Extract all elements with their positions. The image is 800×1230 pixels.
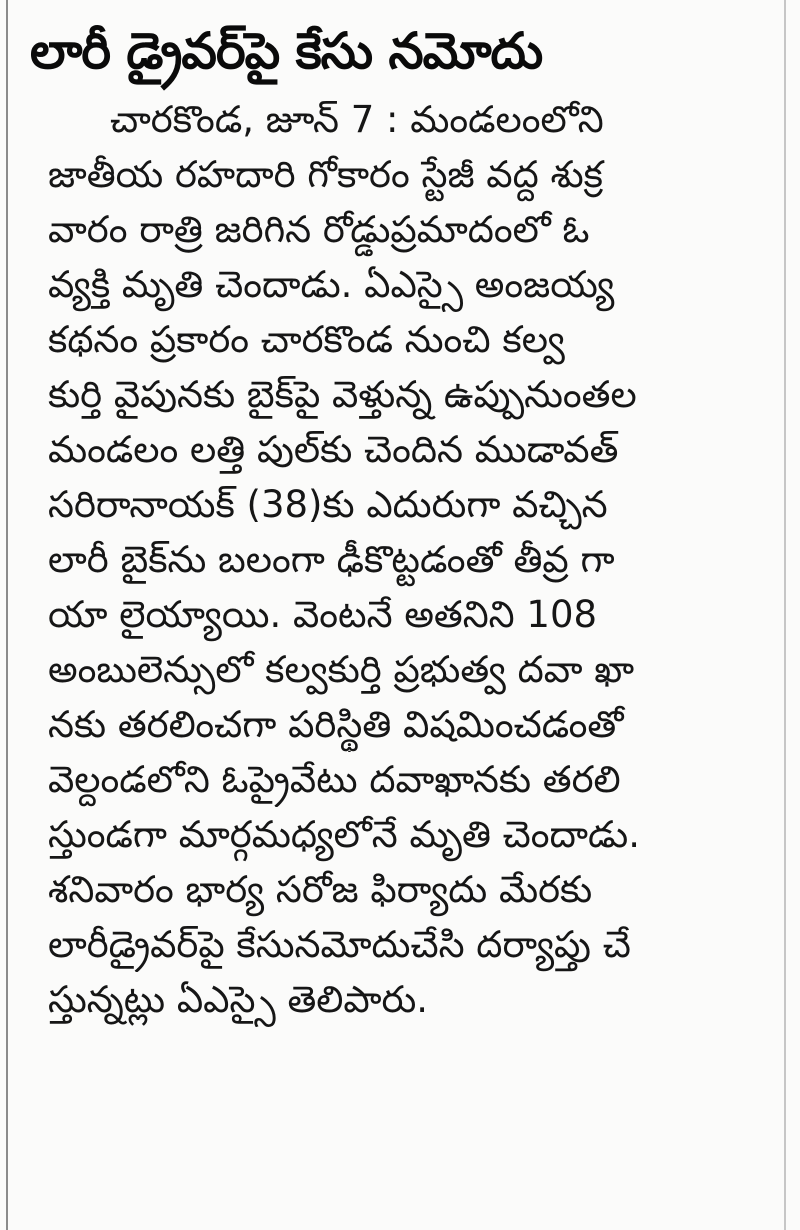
body-line: స్తున్నట్లు ఏఎస్సై తెలిపారు. [48,978,429,1021]
column-rule-left [6,0,8,1230]
article-headline: లారీ డ్రైవర్‌పై కేసు నమోదు [30,22,543,80]
article-body [48,92,748,1027]
body-line: లారీ బైక్‌ను బలంగా ఢీకొట్టడంతో తీవ్ర గా [48,538,615,581]
body-line: నకు తరలించగా పరిస్థితి విషమించడంతో [48,703,624,746]
body-line: లారీడ్రైవర్‌పై కేసునమోదుచేసి దర్యాప్తు చే [48,923,631,966]
body-line: చారకొండ, జూన్ 7 : మండలంలోని [110,98,604,141]
body-line: స్తుండగా మార్గమధ్యలోనే మృతి చెందాడు. [48,813,640,856]
body-line: వారం రాత్రి జరిగిన రోడ్డుప్రమాదంలో ఓ [48,208,590,251]
body-line: అంబులెన్సులో కల్వకుర్తి ప్రభుత్వ దవా ఖా [48,648,635,691]
body-line: మండలం లత్తి పుల్‌కు చెందిన ముడావత్ [48,428,619,471]
body-line: కథనం ప్రకారం చారకొండ నుంచి కల్వ [48,318,565,361]
body-line: జాతీయ రహదారి గోకారం స్టేజీ వద్ద శుక్ర [48,153,603,196]
body-line: వెల్దండలోని ఓప్రైవేటు దవాఖానకు తరలి [48,758,621,801]
body-line: కుర్తి వైపునకు బైక్‌పై వెళ్తున్న ఉప్పునుంతల [48,373,637,416]
column-rule-right [784,0,786,1230]
body-line: వ్యక్తి మృతి చెందాడు. ఏఎస్సై అంజయ్య [48,263,615,306]
body-line: శనివారం భార్య సరోజ ఫిర్యాదు మేరకు [48,868,593,911]
body-line: సరిరానాయక్ (38)కు ఎదురుగా వచ్చిన [48,483,608,526]
body-line: యా లైయ్యాయి. వెంటనే అతనిని 108 [48,593,598,636]
